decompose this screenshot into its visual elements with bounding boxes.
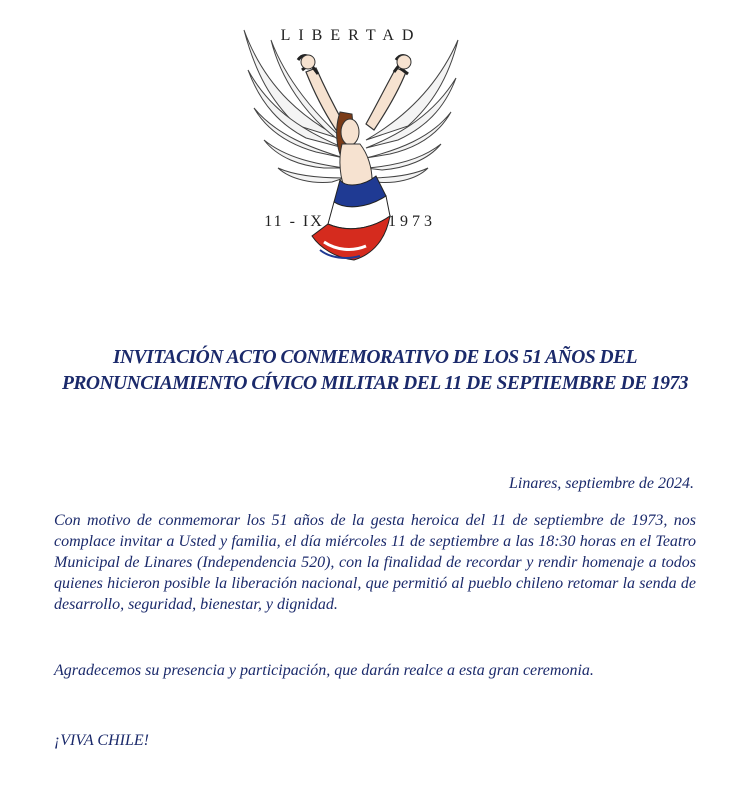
face (341, 119, 359, 145)
libertad-emblem (236, 20, 466, 265)
invitation-paragraph-1: Con motivo de conmemorar los 51 años de la gesta heroica del 11 de septiembre de 1973, nos complace invitar a Usted y familia, el día miércoles 11 de septiembre a las 18:30 horas en el Teatro Municipal de Linares (Independencia 520), con la finalidad de recordar y rendir homenaje a todos quienes hicieron posible la liberación nacional, que permitió al pueblo chileno retomar la senda de desarrollo, seguridad, bienestar, y dignidad. (54, 512, 696, 613)
emblem-left-text: 11 - IX (264, 213, 324, 230)
closing-exclamation: ¡VIVA CHILE! (54, 732, 149, 749)
invitation-title: INVITACIÓN ACTO CONMEMORATIVO DE LOS 51 AÑOS DEL PRONUNCIAMIENTO CÍVICO MILITAR DEL 11 DE SEPTIEMBRE DE 1973 (61, 347, 689, 394)
place-date: Linares, septiembre de 2024. (508, 475, 694, 492)
winged-figure-icon (236, 20, 466, 265)
emblem-right-text: 1973 (388, 213, 436, 230)
invitation-paragraph-2: Agradecemos su presencia y participación, que darán realce a esta gran ceremonia. (54, 662, 594, 679)
emblem-top-text: LIBERTAD (280, 27, 422, 44)
